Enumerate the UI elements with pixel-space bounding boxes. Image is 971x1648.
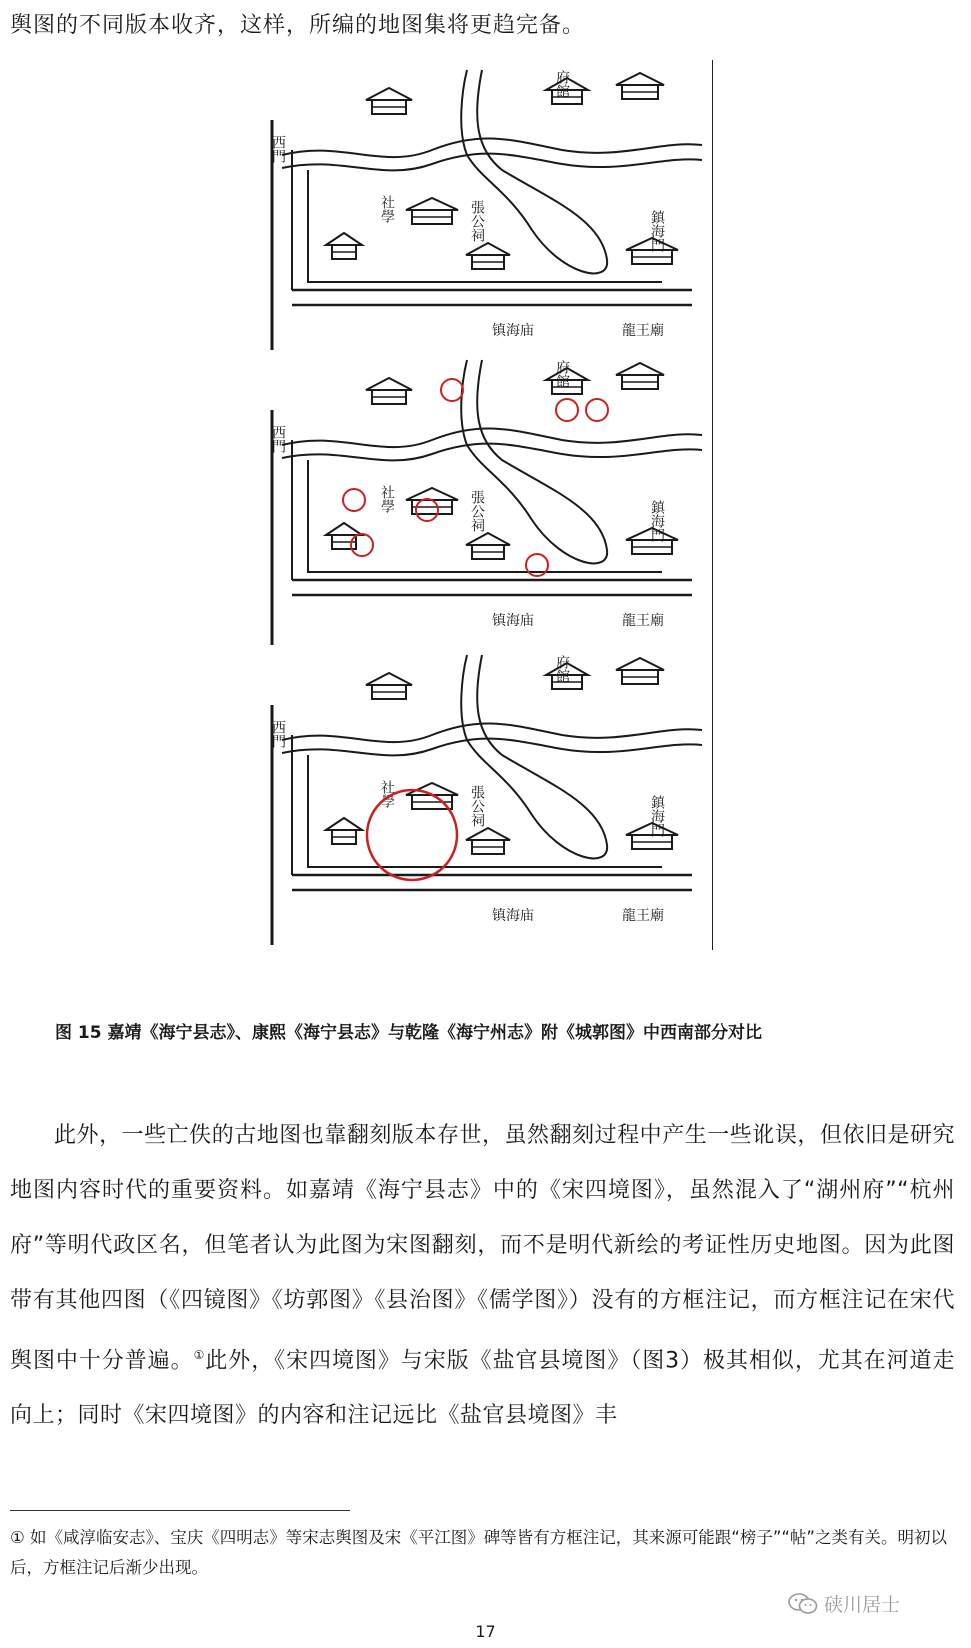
label-academy: 社學	[379, 780, 395, 808]
label-west-gate: 西門	[270, 720, 286, 748]
building-far-east	[616, 658, 664, 684]
label-office: 府館	[554, 360, 570, 388]
label-temple: 镇海庙	[492, 613, 534, 629]
label-academy: 社學	[379, 195, 395, 223]
building-shrine	[466, 828, 510, 854]
label-office: 府館	[554, 70, 570, 98]
footnote-text: 如《咸淳临安志》、宝庆《四明志》等宋志舆图及宋《平江图》碑等皆有方框注记，其来源可能跟“榜子”“帖”之类有关。明初以后，方框注记后渐少出现。	[10, 1528, 947, 1577]
label-temple: 镇海庙	[492, 323, 534, 339]
watermark-label: 硖川居士	[824, 1594, 901, 1616]
paragraph-part-1: 此外，一些亡佚的古地图也靠翻刻版本存世，虽然翻刻过程中产生一些讹误，但依旧是研究地图内容时代的重要资料。如嘉靖《海宁县志》中的《宋四境图》，虽然混入了“湖州府”“杭州府”等明代政区名，但笔者认为此图为宋图翻刻，而不是明代新绘的考证性历史地图。因为此图带有其他四图（《四镜图》《坊郭图》《县治图》《儒学图》）没有的方框注记，而方框注记在宋代舆图中十分普遍。	[10, 1123, 955, 1374]
body-paragraph	[10, 1108, 955, 1443]
building-far-east	[616, 73, 664, 99]
label-zhenhai-gate: 鎮海門	[649, 795, 665, 837]
footnote	[10, 1523, 955, 1583]
highlight-circle	[556, 399, 578, 421]
watermark	[788, 1590, 900, 1617]
building-small	[326, 818, 362, 844]
south-wall	[292, 875, 692, 890]
label-dragon-king-temple: 龍王廟	[622, 323, 664, 339]
label-shrine: 張公祠	[469, 200, 485, 242]
map-panel-jiajing	[262, 60, 713, 365]
building-far-east	[616, 363, 664, 389]
page-number: 17	[475, 1622, 496, 1641]
map-svg	[262, 60, 712, 365]
map-svg	[262, 645, 712, 950]
building-shrine	[466, 533, 510, 559]
river-bend	[461, 655, 607, 858]
footnote-divider	[10, 1510, 350, 1511]
paragraph-part-2: 此外，《宋四境图》与宋版《盐官县境图》（图3）极其相似，尤其在河道走向上；同时《宋四境图》的内容和注记远比《盐官县境图》丰	[10, 1348, 956, 1429]
label-shrine: 張公祠	[469, 785, 485, 827]
river-bend	[461, 360, 607, 563]
intro-line: 舆图的不同版本收齐，这样，所编的地图集将更趋完备。	[10, 13, 586, 38]
building-office	[366, 378, 412, 404]
map-panel-kangxi	[262, 350, 713, 655]
label-zhenhai-gate: 鎮海門	[649, 210, 665, 252]
figure-caption: 图 15 嘉靖《海宁县志》、康熙《海宁县志》与乾隆《海宁州志》附《城郭图》中西南部分对比	[55, 1023, 762, 1043]
label-temple: 镇海庙	[492, 908, 534, 924]
river-bend	[461, 70, 607, 273]
river-upper-bank	[282, 444, 702, 461]
map-panel-qianlong	[262, 645, 713, 950]
figure-15-maps	[262, 60, 712, 1000]
label-west-gate: 西門	[270, 135, 286, 163]
wechat-icon	[788, 1593, 818, 1615]
label-zhenhai-gate: 鎮海門	[649, 500, 665, 542]
south-wall	[292, 580, 692, 595]
label-west-gate: 西門	[270, 425, 286, 453]
map-svg	[262, 350, 712, 655]
river-upper-bank	[282, 739, 702, 756]
highlight-circle	[351, 534, 373, 556]
highlight-circle	[416, 499, 438, 521]
highlight-circle	[343, 489, 365, 511]
highlight-circle	[586, 399, 608, 421]
footnote-reference[interactable]: ①	[193, 1348, 206, 1362]
building-office	[366, 88, 412, 114]
building-shrine	[466, 243, 510, 269]
river-upper-bank	[282, 154, 702, 171]
label-office: 府館	[554, 655, 570, 683]
building-yamen	[406, 198, 458, 224]
highlight-circle	[441, 379, 463, 401]
label-shrine: 張公祠	[469, 490, 485, 532]
south-wall	[292, 290, 692, 305]
building-small	[326, 233, 362, 259]
label-dragon-king-temple: 龍王廟	[622, 613, 664, 629]
label-academy: 社學	[379, 485, 395, 513]
building-office	[366, 673, 412, 699]
label-dragon-king-temple: 龍王廟	[622, 908, 664, 924]
footnote-marker: ①	[10, 1528, 25, 1547]
